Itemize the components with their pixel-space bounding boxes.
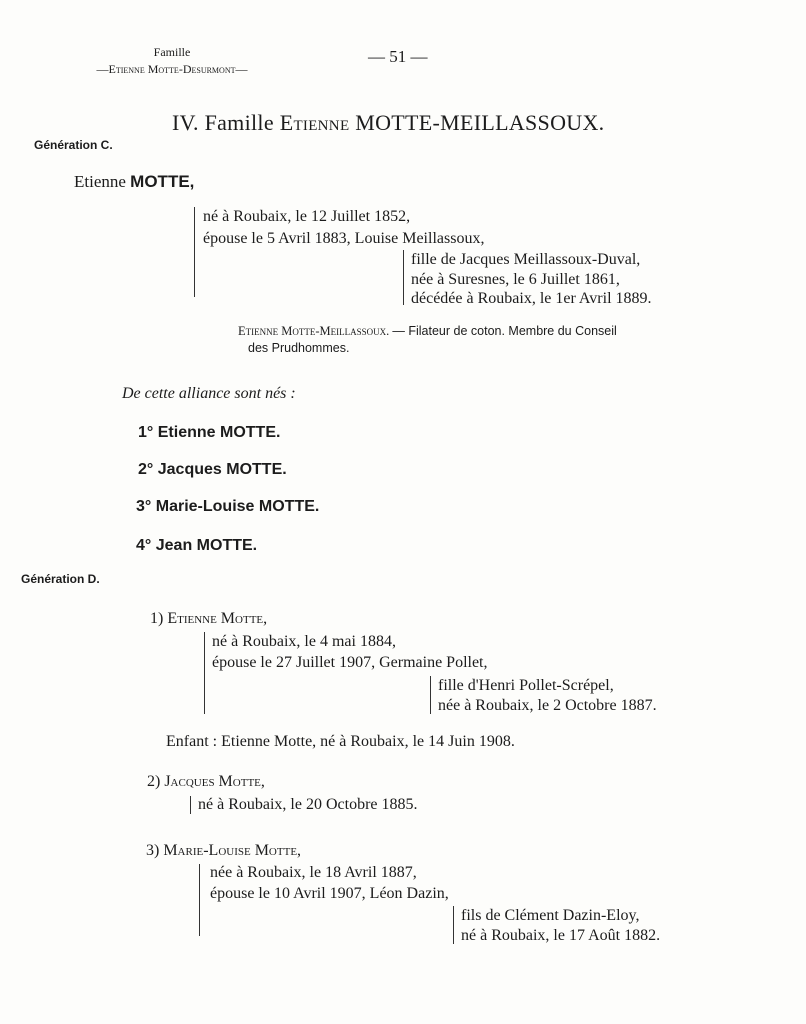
child-last: MOTTE. [226, 461, 287, 478]
gen-d-entry-1-spouse-line-2: née à Roubaix, le 2 Octobre 1887. [438, 697, 657, 714]
gen-d-entry-3-spouse-bracket [453, 906, 454, 944]
child-num: 3° [136, 498, 152, 515]
child-first: Marie-Louise [155, 498, 255, 515]
alliance-heading: De cette alliance sont nés : [122, 385, 296, 402]
child-item-2 [138, 461, 287, 479]
gen-c-line-birth: né à Roubaix, le 12 Juillet 1852, [203, 208, 411, 225]
gen-d-entry-1-spouse-bracket [430, 676, 431, 714]
page-title [172, 110, 604, 136]
page-number: — 51 — [368, 47, 428, 66]
child-item-4 [136, 537, 257, 555]
gen-d-entry-3-line-2: épouse le 10 Avril 1907, Léon Dazin, [210, 885, 449, 902]
gen-c-note-line-1 [238, 323, 617, 339]
gen-d-entry-3-line-1: née à Roubaix, le 18 Avril 1887, [210, 864, 417, 881]
gen-c-note-name: Etienne Motte-Meillassoux. [238, 324, 390, 338]
gen-c-spouse-bracket [403, 250, 404, 305]
gen-c-spouse-line-3: décédée à Roubaix, le 1er Avril 1889. [411, 290, 652, 307]
child-first: Jacques [157, 461, 222, 478]
gen-d-entry-2-head: 2) Jacques Motte, [147, 773, 265, 790]
child-num: 2° [138, 461, 154, 478]
gen-d-entry-1-head: 1) Etienne Motte, [150, 610, 268, 627]
title-last: MOTTE-MEILLASSOUX. [355, 110, 605, 135]
gen-c-line-marriage: épouse le 5 Avril 1883, Louise Meillassoux, [203, 230, 485, 247]
gen-d-entry-3-spouse-line-1: fils de Clément Dazin-Eloy, [461, 907, 640, 924]
title-prefix: IV. Famille [172, 110, 274, 135]
gen-d-entry-1-line-1: né à Roubaix, le 4 mai 1884, [212, 633, 396, 650]
child-last: MOTTE. [196, 537, 258, 554]
gen-c-bracket [194, 207, 195, 297]
gen-d-entry-1-spouse-line-1: fille d'Henri Pollet-Scrépel, [438, 677, 614, 694]
child-num: 1° [138, 424, 154, 441]
generation-c-label: Génération C. [34, 138, 113, 152]
child-first: Etienne [157, 424, 216, 441]
title-first: Etienne [279, 110, 350, 135]
gen-c-note-line-2: des Prudhommes. [248, 341, 350, 355]
generation-d-label: Génération D. [21, 572, 100, 586]
gen-d-entry-3-bracket [199, 864, 200, 936]
gen-c-note-text: — Filateur de coton. Membre du Conseil [392, 324, 617, 338]
running-head-line1: Famille [153, 45, 191, 59]
running-head-line2: —Etienne Motte-Desurmont— [96, 62, 248, 76]
gen-c-person [74, 172, 194, 192]
child-num: 4° [136, 537, 152, 554]
gen-d-entry-3-spouse-line-2: né à Roubaix, le 17 Août 1882. [461, 927, 661, 944]
gen-d-entry-2-bracket [190, 796, 191, 814]
child-last: MOTTE. [220, 424, 281, 441]
gen-d-entry-1-line-2: épouse le 27 Juillet 1907, Germaine Pollet, [212, 654, 488, 671]
running-head [58, 44, 286, 78]
gen-c-person-last: MOTTE, [130, 172, 195, 191]
gen-d-entry-1-bracket [204, 632, 205, 714]
gen-c-person-first: Etienne [74, 172, 126, 191]
gen-d-entry-2-line-1: né à Roubaix, le 20 Octobre 1885. [198, 796, 418, 813]
gen-d-entry-3-head: 3) Marie-Louise Motte, [146, 842, 302, 859]
gen-c-spouse-line-2: née à Suresnes, le 6 Juillet 1861, [411, 271, 620, 288]
child-first: Jean [155, 537, 193, 554]
child-item-3 [136, 498, 319, 516]
child-last: MOTTE. [258, 498, 320, 515]
gen-c-spouse-line-1: fille de Jacques Meillassoux-Duval, [411, 251, 641, 268]
child-item-1 [138, 424, 280, 442]
gen-d-entry-1-child: Enfant : Etienne Motte, né à Roubaix, le 14 Juin 1908. [166, 733, 515, 750]
